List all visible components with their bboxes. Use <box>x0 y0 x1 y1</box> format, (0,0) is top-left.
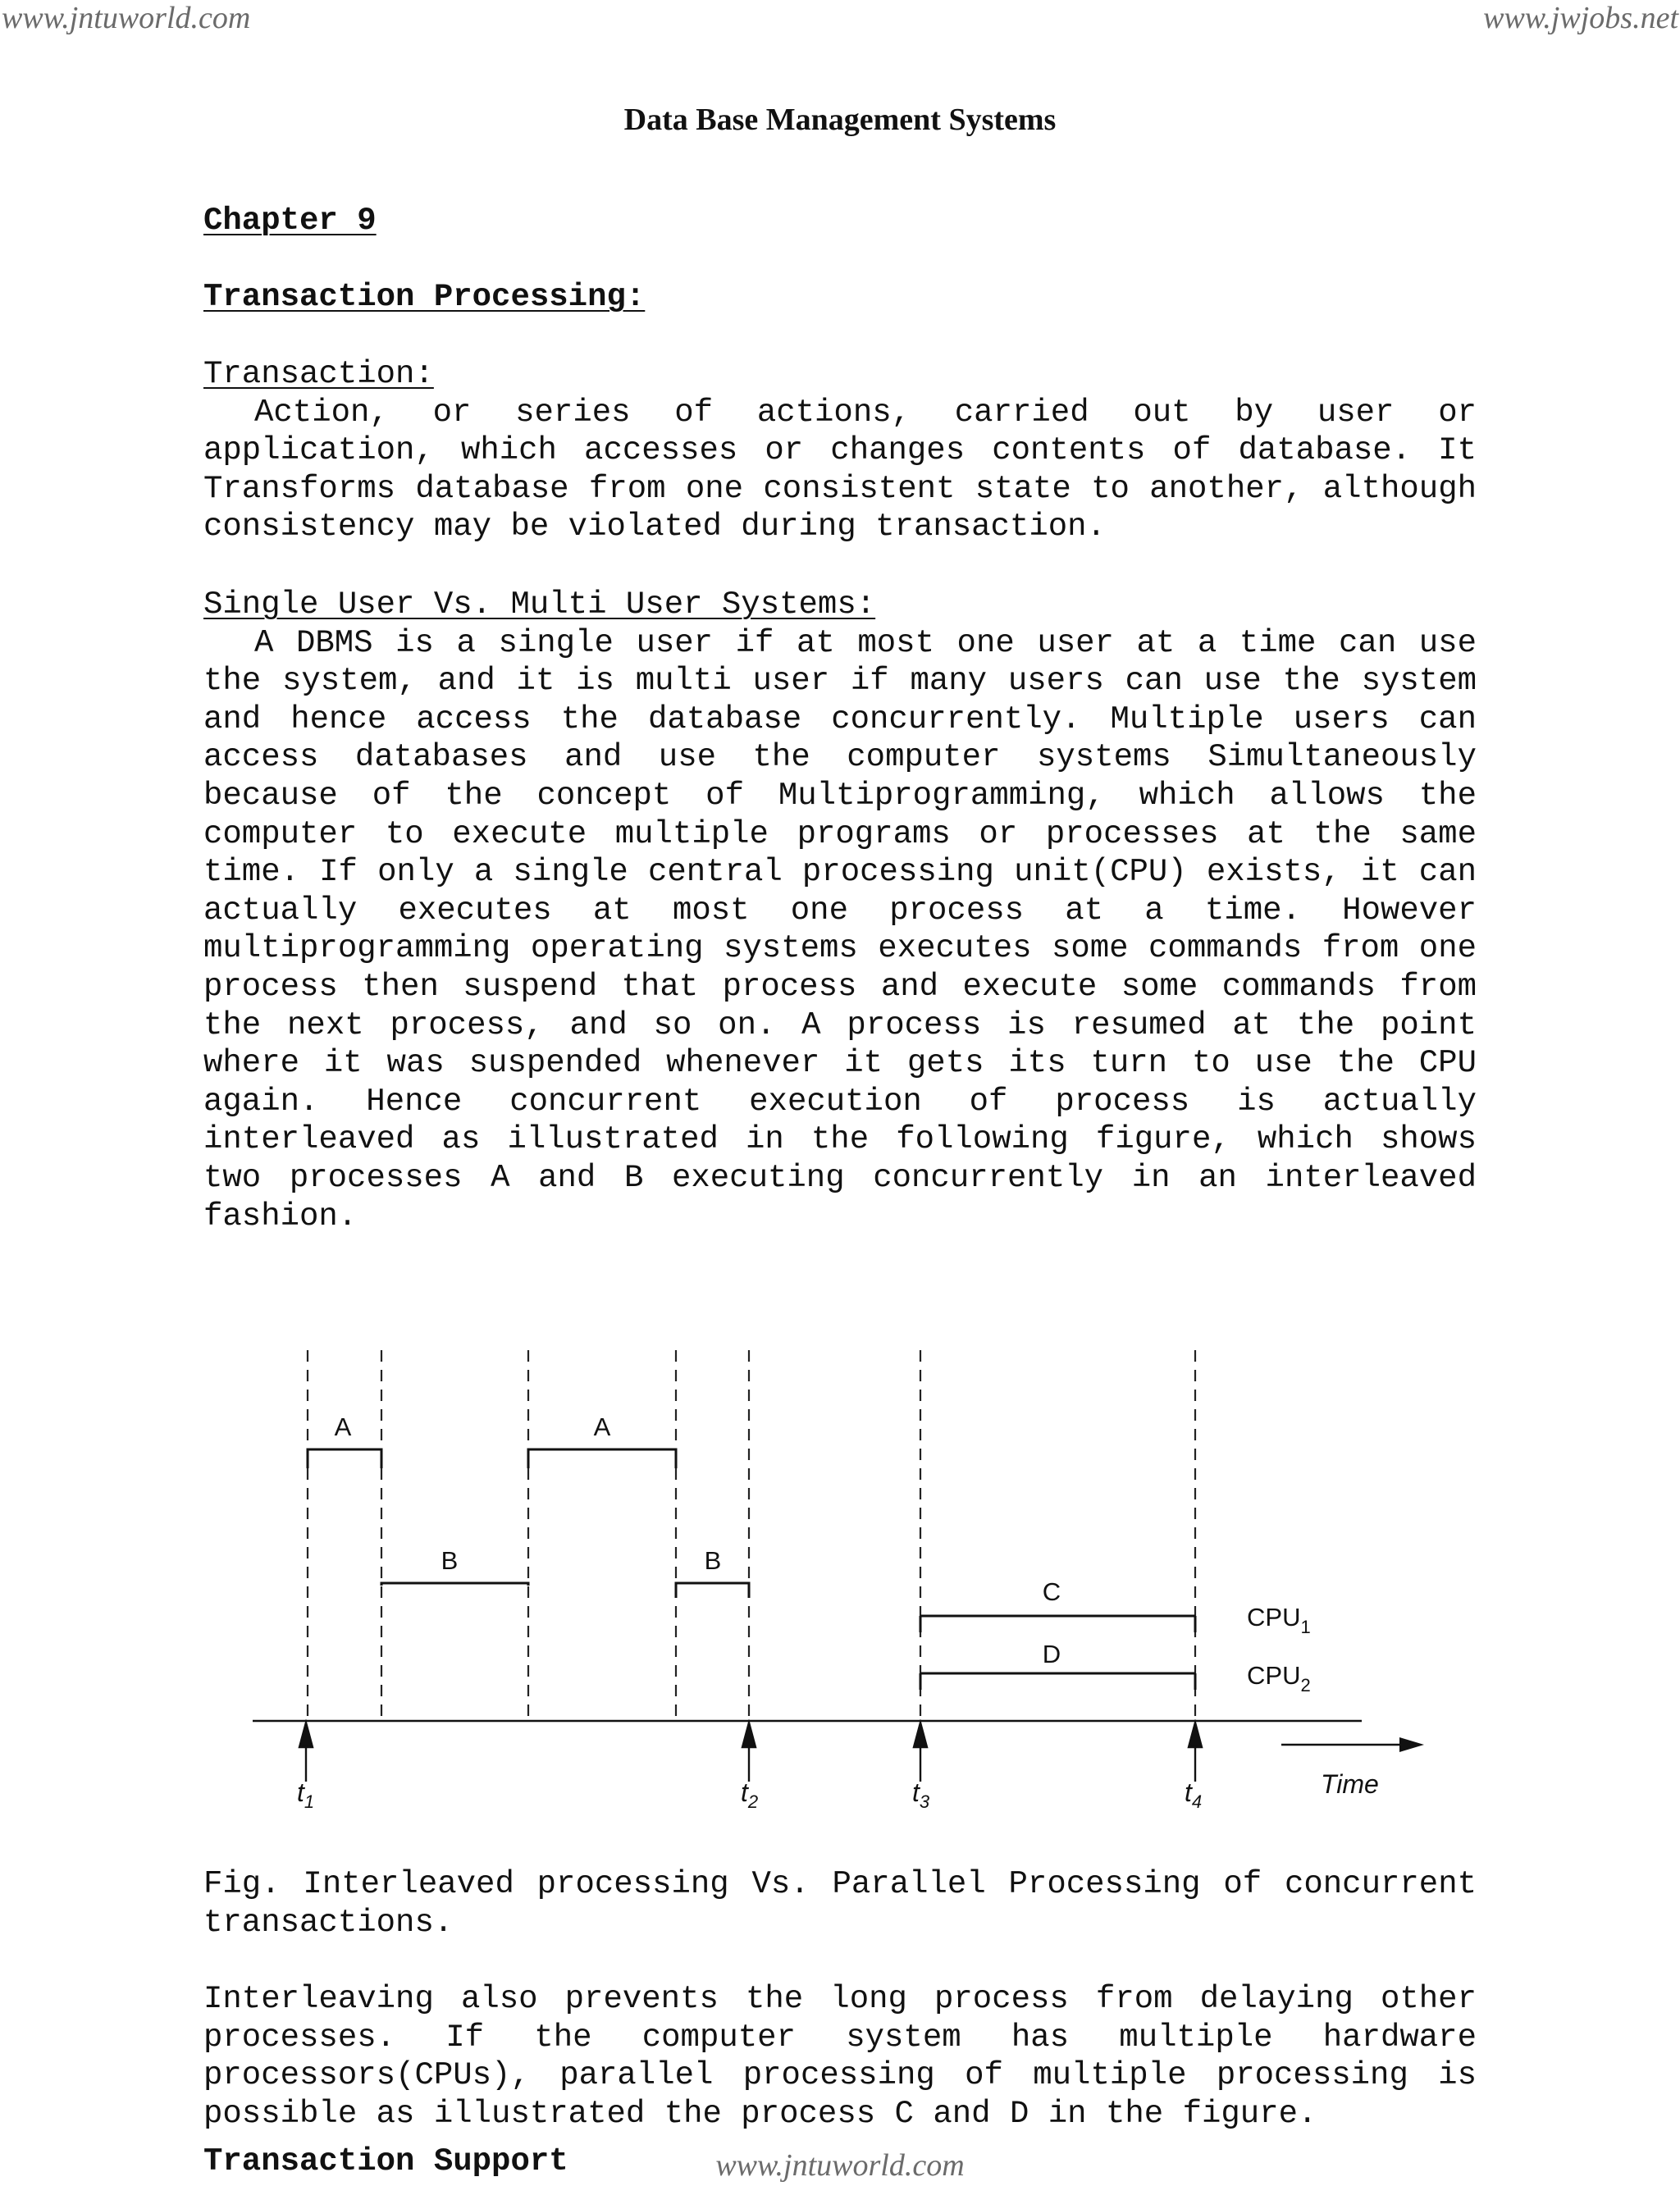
section-heading: Transaction Processing: <box>203 279 646 315</box>
next-section-heading-partial: Transaction Support <box>203 2143 568 2179</box>
t2-arrow-head <box>742 1723 756 1747</box>
transaction-section <box>203 355 1477 546</box>
process-bar-a1 <box>308 1449 381 1468</box>
transaction-heading: Transaction: <box>203 356 434 392</box>
watermark-bottom: www.jntuworld.com <box>715 2148 965 2183</box>
process-bar-a2 <box>528 1449 676 1468</box>
process-label-a1: A <box>334 1412 352 1441</box>
process-label-b1: B <box>441 1546 459 1575</box>
process-bar-b2 <box>676 1583 749 1598</box>
time-label: Time <box>1321 1769 1379 1799</box>
process-bar-b1 <box>381 1583 528 1586</box>
cpu2-label: $CPU_2$ <box>1247 1661 1311 1695</box>
interleaved-processing-figure <box>0 1337 1680 1829</box>
single-multi-section <box>203 586 1477 1235</box>
process-label-a2: A <box>593 1412 611 1441</box>
process-label-c: C <box>1042 1577 1061 1606</box>
document-title: Data Base Management Systems <box>623 103 1057 137</box>
watermark-top-right: www.jwjobs.net <box>1483 1 1678 35</box>
t3-label: $t_3$ <box>912 1778 930 1812</box>
process-label-b2: B <box>704 1546 722 1575</box>
figure-caption: Fig. Interleaved processing Vs. Parallel Processing of concurrent transactions. <box>203 1866 1477 1941</box>
t4-label: $t_4$ <box>1185 1778 1203 1812</box>
single-multi-heading: Single User Vs. Multi User Systems: <box>203 586 876 623</box>
single-multi-paragraph: A DBMS is a single user if at most one user at a time can use the system, and it is multi user if many users can use the system and hence access the database concurrently. Multiple users can access databases and use the computer systems Simultaneously because of the concept of Multiprogramming, which allows the computer to execute multiple programs or processes at the same time. If only a single central processing unit(CPU) exists, it can actually executes at most one process at a time. However multiprogramming operating systems executes some commands from one process then suspend that process and execute some commands from the next process, and so on. A process is resumed at the point where it was suspended whenever it gets its turn to use the CPU again. Hence concurrent execution of process is actually interleaved as illustrated in the following figure, which shows two processes A and B executing concurrently in an interleaved fashion. <box>203 624 1477 1234</box>
t1-label: $t_1$ <box>297 1778 315 1812</box>
t1-arrow-head <box>299 1723 313 1747</box>
watermark-top-left: www.jntuworld.com <box>2 1 251 35</box>
t2-label: $t_2$ <box>741 1778 759 1812</box>
transaction-paragraph: Action, or series of actions, carried out by user or application, which accesses or changes contents of database. It Transforms database from one consistent state to another, although consistency may be violated during transaction. <box>203 394 1477 545</box>
t3-arrow-head <box>914 1723 927 1747</box>
time-arrow-head <box>1399 1737 1424 1752</box>
interleaving-paragraph: Interleaving also prevents the long process from delaying other processes. If the computer system has multiple hardware processors(CPUs), parallel processing of multiple processing is possible as illustrated the process C and D in the figure. <box>203 1981 1477 2132</box>
figure-svg <box>0 1337 1680 1829</box>
t4-arrow-head <box>1189 1723 1202 1747</box>
cpu1-label: $CPU_1$ <box>1247 1603 1311 1637</box>
process-label-d: D <box>1042 1640 1061 1668</box>
chapter-heading: Chapter 9 <box>203 203 377 239</box>
